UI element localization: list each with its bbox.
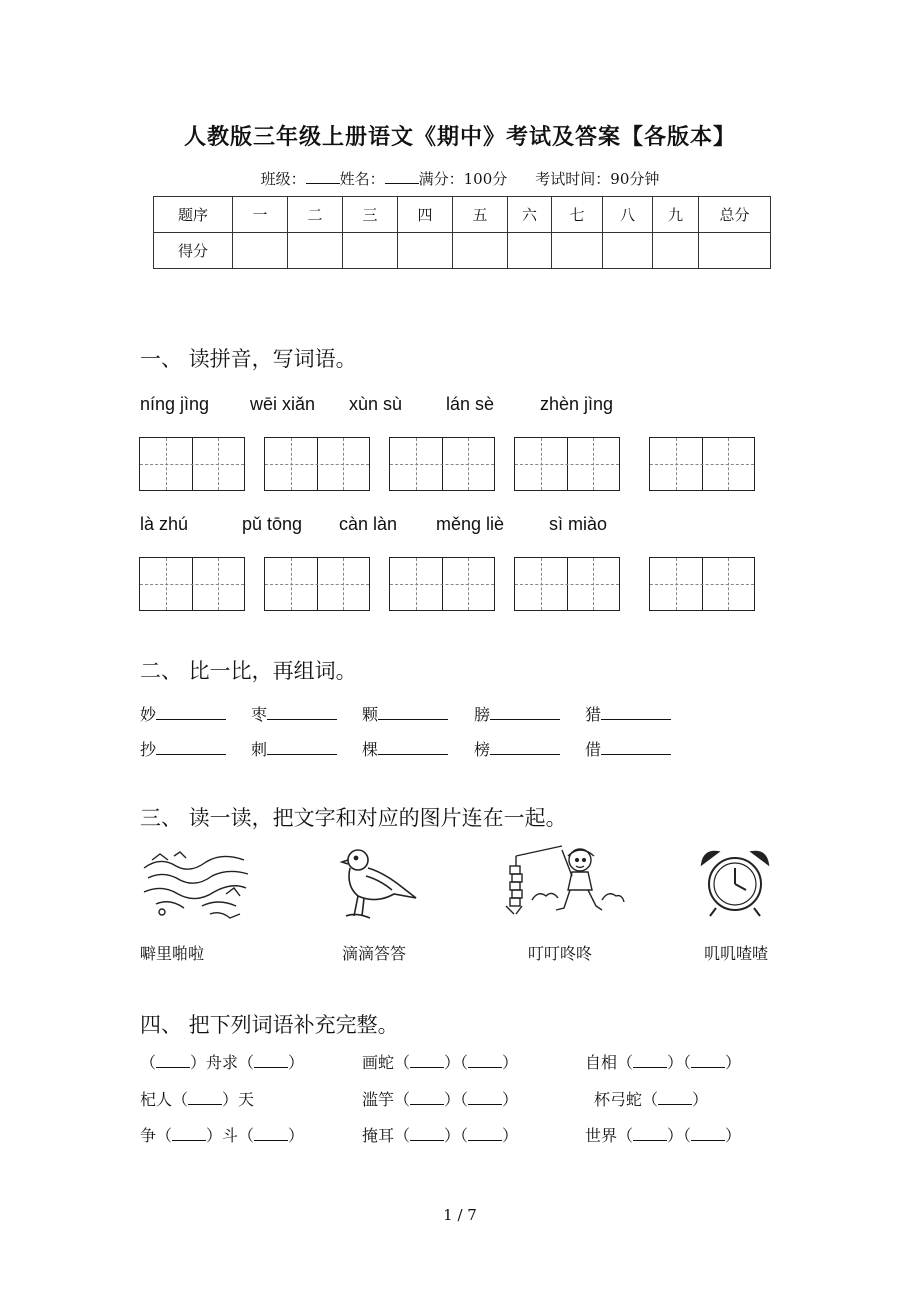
table-cell: 一 [233, 197, 288, 233]
idiom-text: 争（ [140, 1126, 173, 1145]
table-cell: 题序 [154, 197, 233, 233]
character: 妙 [140, 705, 157, 724]
score-cell[interactable] [343, 233, 398, 269]
idiom-text: ）（ [667, 1053, 692, 1072]
idiom-text: ） [725, 1053, 742, 1072]
answer-blank[interactable] [490, 740, 560, 755]
writing-grid[interactable] [514, 557, 620, 611]
idiom-text: ） [725, 1126, 742, 1145]
idiom-text: ）斗（ [206, 1126, 255, 1145]
full-score: 满分：100分 [418, 170, 508, 188]
answer-blank[interactable] [378, 705, 448, 720]
idiom-text: ）（ [444, 1090, 469, 1109]
answer-blank[interactable] [601, 740, 671, 755]
idiom-item [362, 1087, 518, 1110]
score-cell[interactable] [508, 233, 552, 269]
compare-word [251, 702, 337, 725]
table-cell: 八 [603, 197, 653, 233]
section-1-heading: 一、 读拼音，写词语。 [140, 347, 357, 371]
pinyin-label: pǔ tōng [242, 514, 303, 534]
compare-word [362, 737, 448, 760]
idiom-item [585, 1123, 741, 1146]
idiom-blank[interactable] [410, 1092, 444, 1105]
pinyin-label: lán sè [446, 394, 495, 414]
score-cell[interactable] [653, 233, 699, 269]
character: 颗 [362, 705, 379, 724]
table-cell: 总分 [699, 197, 771, 233]
idiom-blank[interactable] [254, 1128, 288, 1141]
compare-word [585, 702, 671, 725]
table-cell: 得分 [154, 233, 233, 269]
idiom-text: 滥竽（ [362, 1090, 411, 1109]
table-cell: 二 [288, 197, 343, 233]
pinyin-label: sì miào [549, 514, 608, 534]
idiom-text: ） [288, 1053, 305, 1072]
exam-time: 考试时间：90分钟 [535, 170, 660, 188]
character: 榜 [474, 740, 491, 759]
sound-caption[interactable]: 叮叮咚咚 [528, 944, 593, 963]
class-blank[interactable] [306, 171, 340, 184]
idiom-blank[interactable] [691, 1128, 725, 1141]
idiom-text: 自相（ [585, 1053, 634, 1072]
idiom-text: ） [288, 1126, 305, 1145]
writing-grid[interactable] [389, 437, 495, 491]
idiom-text: ）（ [444, 1053, 469, 1072]
pinyin-label: xùn sù [349, 394, 403, 414]
table-cell: 五 [453, 197, 508, 233]
idiom-text: ）天 [222, 1090, 255, 1109]
idiom-item [594, 1087, 708, 1110]
idiom-text: 世界（ [585, 1126, 634, 1145]
idiom-blank[interactable] [410, 1128, 444, 1141]
firecracker-boy-icon[interactable] [502, 844, 626, 916]
compare-word [474, 702, 560, 725]
answer-blank[interactable] [156, 740, 226, 755]
character: 棵 [362, 740, 379, 759]
pinyin-label: měng liè [436, 514, 505, 534]
idiom-blank[interactable] [468, 1092, 502, 1105]
exam-info [0, 168, 920, 189]
compare-word [251, 737, 337, 760]
answer-blank[interactable] [601, 705, 671, 720]
score-cell[interactable] [398, 233, 453, 269]
writing-grid[interactable] [514, 437, 620, 491]
table-cell: 七 [552, 197, 603, 233]
score-cell[interactable] [552, 233, 603, 269]
idiom-item [362, 1123, 518, 1146]
section-3-heading: 三、 读一读，把文字和对应的图片连在一起。 [140, 806, 567, 830]
idiom-item [585, 1050, 741, 1073]
name-label: 姓名： [339, 170, 385, 188]
score-table [153, 196, 771, 269]
idiom-blank[interactable] [410, 1055, 444, 1068]
table-cell: 九 [653, 197, 699, 233]
class-label: 班级： [260, 170, 306, 188]
stream-icon[interactable] [140, 848, 252, 922]
section-2-heading: 二、 比一比，再组词。 [140, 659, 357, 683]
score-cell[interactable] [699, 233, 771, 269]
score-table-header-row [154, 197, 771, 233]
writing-grid[interactable] [139, 557, 245, 611]
compare-word [362, 702, 448, 725]
pinyin-label: càn làn [339, 514, 398, 534]
idiom-text: 杯弓蛇（ [594, 1090, 659, 1109]
idiom-blank[interactable] [156, 1055, 190, 1068]
bird-icon[interactable] [336, 846, 420, 922]
idiom-blank[interactable] [468, 1128, 502, 1141]
score-cell[interactable] [453, 233, 508, 269]
writing-grid[interactable] [649, 557, 755, 611]
sound-caption[interactable]: 滴滴答答 [342, 944, 407, 963]
idiom-blank[interactable] [658, 1092, 692, 1105]
idiom-text: 掩耳（ [362, 1126, 411, 1145]
writing-grid[interactable] [264, 557, 370, 611]
idiom-text: ）舟求（ [190, 1053, 255, 1072]
score-table-score-row [154, 233, 771, 269]
table-cell: 六 [508, 197, 552, 233]
idiom-text: ） [502, 1053, 519, 1072]
character: 刺 [251, 740, 268, 759]
idiom-item [362, 1050, 518, 1073]
idiom-item [140, 1050, 304, 1073]
score-cell[interactable] [288, 233, 343, 269]
pinyin-label: là zhú [140, 514, 189, 534]
idiom-blank[interactable] [172, 1128, 206, 1141]
idiom-text: ） [502, 1126, 519, 1145]
idiom-blank[interactable] [633, 1055, 667, 1068]
idiom-text: （ [140, 1053, 157, 1072]
idiom-text: 画蛇（ [362, 1053, 411, 1072]
character: 膀 [474, 705, 491, 724]
idiom-blank[interactable] [254, 1055, 288, 1068]
idiom-text: 杞人（ [140, 1090, 189, 1109]
page-title: 人教版三年级上册语文《期中》考试及答案【各版本】 [183, 125, 736, 150]
name-blank[interactable] [385, 171, 419, 184]
answer-blank[interactable] [156, 705, 226, 720]
idiom-blank[interactable] [468, 1055, 502, 1068]
idiom-text: ）（ [667, 1126, 692, 1145]
writing-grid[interactable] [389, 557, 495, 611]
section-4-heading: 四、 把下列词语补充完整。 [140, 1013, 399, 1037]
alarm-clock-icon[interactable] [696, 846, 774, 920]
pinyin-label: zhèn jìng [540, 394, 614, 414]
table-cell: 四 [398, 197, 453, 233]
idiom-blank[interactable] [633, 1128, 667, 1141]
score-cell[interactable] [233, 233, 288, 269]
page-number: 1 / 7 [443, 1206, 477, 1224]
writing-grid[interactable] [139, 437, 245, 491]
idiom-item [140, 1123, 304, 1146]
writing-grid[interactable] [649, 437, 755, 491]
idiom-text: ）（ [444, 1126, 469, 1145]
idiom-blank[interactable] [691, 1055, 725, 1068]
score-cell[interactable] [603, 233, 653, 269]
idiom-text: ） [502, 1090, 519, 1109]
character: 枣 [251, 705, 268, 724]
character: 猎 [585, 705, 602, 724]
writing-grid[interactable] [264, 437, 370, 491]
answer-blank[interactable] [267, 740, 337, 755]
pinyin-label: níng jìng [140, 394, 210, 414]
compare-word [474, 737, 560, 760]
table-cell: 三 [343, 197, 398, 233]
idiom-text: ） [692, 1090, 709, 1109]
compare-word [140, 702, 226, 725]
answer-blank[interactable] [267, 705, 337, 720]
idiom-item [140, 1087, 254, 1110]
compare-word [585, 737, 671, 760]
sound-caption[interactable]: 噼里啪啦 [140, 944, 205, 963]
answer-blank[interactable] [490, 705, 560, 720]
answer-blank[interactable] [378, 740, 448, 755]
sound-caption[interactable]: 叽叽喳喳 [704, 944, 769, 963]
character: 借 [585, 740, 602, 759]
pinyin-label: wēi xiǎn [250, 394, 316, 414]
character: 抄 [140, 740, 157, 759]
idiom-blank[interactable] [188, 1092, 222, 1105]
compare-word [140, 737, 226, 760]
